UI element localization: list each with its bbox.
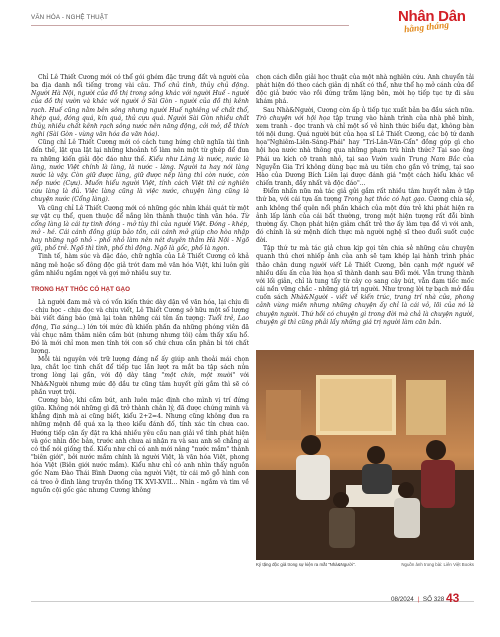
paragraph: Cũng chỉ Lê Thiết Cương mới có cách tung hứng chữ nghĩa tài tình đến thế, lật qua lật lại những khoảnh tổ làm nên một từ ghép để đưa ra những kiến giải độc đáo như thế. Kiểu như Làng là nước, nước là làng, nước Việt chính là làng, là nước - làng. Người ta hay nói làng nước là vậy. Còn giữ được làng, giữ được nếp làng thì còn nước, còn nếp nước (Cựu). Muốn hiểu người Việt, tính cách Việt thì cứ nghiên cứu làng là đủ. Việc làng cũng là việc nước, chuyện làng cũng là chuyện nước (Cổng làng). xyxy=(31,139,249,204)
event-photo xyxy=(256,350,474,560)
issue-date: 08/2024 xyxy=(391,596,414,603)
photo-caption xyxy=(256,562,474,567)
section-subheading: TRONG HẠT THÓC CÓ HẠT GẠO xyxy=(31,285,130,293)
paragraph: Sau Nhà&Người, Cương còn ấp ủ tiếp tục xuất bản ba đầu sách nữa. Trò chuyện với hội họa tập trung vào hành trình của nhà phê bình, xem tranh - đọc tranh và chỉ một số vẻ hình thức biểu đạt, không bàn tới nội dung. Quá người bút của họa sĩ Lê Thiết Cương, các bộ tứ danh họa"Nghiêm-Liên-Sáng-Phái" hay "Trí-Lân-Văn-Cẩn" đồng góp gì cho hội họa nước nhà thông qua những phạm trù hình thức? Tại sao ông Phái ưa kích cỡ tranh nhỏ, tại sao Vườn xuân Trung Nam Bắc của Nguyễn Gia Trí không dùng bạc mà ưu tiên cho gần vỏ trứng, tại sao Hào của Dương Bích Liên lại được đánh giá "một cách hiểu khác về chiến tranh, đầy nhất và độc đáo"... xyxy=(256,106,474,188)
paragraph: Và cũng chỉ Lê Thiết Cương mới có những góc nhìn khái quát từ một sự vật cụ thể, quen thuộc để nắng lên thành thuộc tính văn hóa. Từ cổng làng là cái tự tinh đóng - mở tùy thì của người Việt. Đóng - khép, mở - hé. Cái cánh đồng giúp bảo tồn, cái cánh mở giúp cho hòa nhập hay những ngõ nhỏ - phố nhỏ làm nên nét duyên thầm Hà Nội - Ngõ giũ, phố trẻ. Ngõ thì tình, phố thì động. Ngõ là gốc, phố là ngọn. xyxy=(31,204,249,253)
issue-separator: | xyxy=(417,596,420,603)
issue-info xyxy=(391,596,444,603)
paragraph: Tinh tế, hàm súc và đặc đáo, chữ nghĩa của Lê Thiết Cương cô khả năng mê hoặc số đông độc giả trót đam mê văn hóa Việt, khi luôn gửi gắm nhiều ngầm ngợi và gợi mở nhiều suy tư. xyxy=(31,253,249,277)
logo-main-text: Nhân Dân xyxy=(398,8,466,25)
section-label: VĂN HÓA - NGHỆ THUẬT xyxy=(31,14,109,21)
paragraph: Điểm nhấn nữa mà tác giả gửi gắm rất nhiều tâm huyết nằm ở tập thứ ba, với cái tựa ấn tượng Trong hạt thóc có hạt gạo. Cương chia sẻ, anh không thể quên nổi phần khách của một đứa trẻ khi phát hiện ra ảnh lấp lánh của cái bất thường, trong một hiện tượng rất đỗi bình thường ấy. Chọn phát hiện giảm chất trẻ thơ ấy làm tựa đề vì với anh, đó chính là sứ mệnh dích thực mà người nghệ sĩ theo đuổi suốt cuộc đời. xyxy=(256,188,474,245)
logo-sub-text: hằng tháng xyxy=(403,20,450,36)
publication-logo xyxy=(398,8,468,38)
header-divider xyxy=(31,25,349,26)
paragraph: Là người đam mê và có vốn kiến thức dày dặn về văn hóa, lại chịu đi - chịu học - chịu đọc và chịu viết, Lê Thiết Cương sở hữu một số lượng bài viết đáng báo (mà lại toàn những cái tên ấn tượng: Tuổi trẻ, Lao động, Tia sáng...) lớn tới mức đủ khiến phần đa những phóng viên đã vài chục năm thâm niên cầm bút (nhưng nhưng tôi) cảm thấy xấu hổ. Đó là mới chỉ mon men tính tới con số chứ chưa cần phân bì tới chất lượng. xyxy=(31,299,249,355)
paragraph: Chỉ Lê Thiết Cương mới có thể gói ghém đặc trưng đất và người của ba địa danh nổi tiếng trong vài câu. Thổ chủ tình, thủy chủ động. Người Hà Nội, người của đồ thị trong sông khác với người Huế - người của đồ thị vườn và khác với người ở Sài Gòn - người của đồ thị kênh rạch. Huế cũng nằm bên sông nhưng người Huế nghiêng về chất thổ, khép quá, đóng quá, kín quá, thủ cựu quá. Người Sài Gòn nhiều chất thủy, nhiều chất kênh rạch sông nước nên năng động, cởi mở, dễ thích nghi (Sài Gòn - vùng văn hóa đa văn hóa). xyxy=(31,74,249,139)
article-right-column xyxy=(256,74,474,327)
photo-illustration xyxy=(256,350,474,560)
paragraph: Mỗi tài nguyên với trữ lượng đáng nể ấy giúp anh thoải mái chọn lựa, chắt lọc tinh chất để tiếp tục lần lượt ra mắt ba tập sách nửa trong lòng lại gần, với độ dày tăng "một chín, một mười" với Nhà&Người nhưng mức độ dầu tư cũng tâm huyết gửi gắm thì sẽ có phần vượt trội. xyxy=(31,356,249,396)
caption-text: Ký tặng độc giả trong sự kiện ra mắt "Nhà&Người". xyxy=(256,562,356,567)
page-number: 43 xyxy=(446,591,460,605)
article-left-column xyxy=(31,74,249,495)
photo-credit: Nguồn ảnh trong bài: Liên Việt Books xyxy=(401,562,474,567)
paragraph: Tập thứ tư mà tác giả chưa kịp gọi tên chia sẻ những câu chuyện quanh thú chơi nhiếp ảnh của anh sẽ tạm khép lại hành trình phác thảo chân dung người viết Lê Thiết Cương, bên cạnh một người vẽ nhiều dấu ấn của lứa họa sĩ thành danh sau Đổi mới. Vẫn trung thành với lối giản, chỉ là tung tẩy từ cây cọ sang cây bút, vẫn đạm tiếc mốc cái nền vững chắc - những giá trị người. Như trong lời tự bạch mở đầu cuốn sách Nhà&Người - viết về kiến trúc, trang trí nhà cửa, phong cảnh vùng miền nhưng những chuyện ấy chỉ là cái vỏ, lõi của nó là chuyện người. Thứ hồi có chuyện gì trong đời mà chả là chuyện người, chuyện gì thì cũng phải lấy những giá trị người làm căn bản. xyxy=(256,245,474,326)
issue-number: SỐ 328 xyxy=(422,596,445,603)
paragraph: Cương bảo, khi cầm bút, anh luôn mặc định cho mình vị trí đứng giữa. Không nói những gì đã trở thành chân lý, đã được chứng minh và khẳng định mà ai cũng biết, kiểu 2+2=4. Nhưng cũng không đưa ra những mệnh đề quá xa lạ theo kiểu đánh đố, tính xác tín chưa cao. Hướng tiếp cận ấy đặt ra khá nhiều yêu cầu nan giải về tính phát hiện và góc nhìn độc bản, trước anh chưa ai nhận ra và sau anh sẽ chẳng ai có thể nói giống thế. Kiểu như chỉ có anh mới nâng "nước mắm" thành "biên giới", bởi nước mắm chính là người Việt, là văn hóa Việt, phong hóa Việt (Biên giới nước mắm). Kiểu như chỉ có anh nhìn thấy nguồn gốc Nam Đào Thái Bình Dương của người Việt, từ cái mõ gỗ hình con cá treo ở đình làng truyền thống TK XVI-XVII... Nhìn - ngắm và tìm về nguồn cội gốc gác nhưng Cương không xyxy=(31,396,249,494)
paragraph: chọn cách diễn giải học thuật của một nhà nghiên cứu. Anh chuyển tải phát hiện đó theo cách giản dị nhất có thể, như thể họ mở cánh cửa để độc giả bước vào rồi đứng trầm lặng bên, mời họ tiếp tục tự đi sâu khám phá. xyxy=(256,74,474,106)
